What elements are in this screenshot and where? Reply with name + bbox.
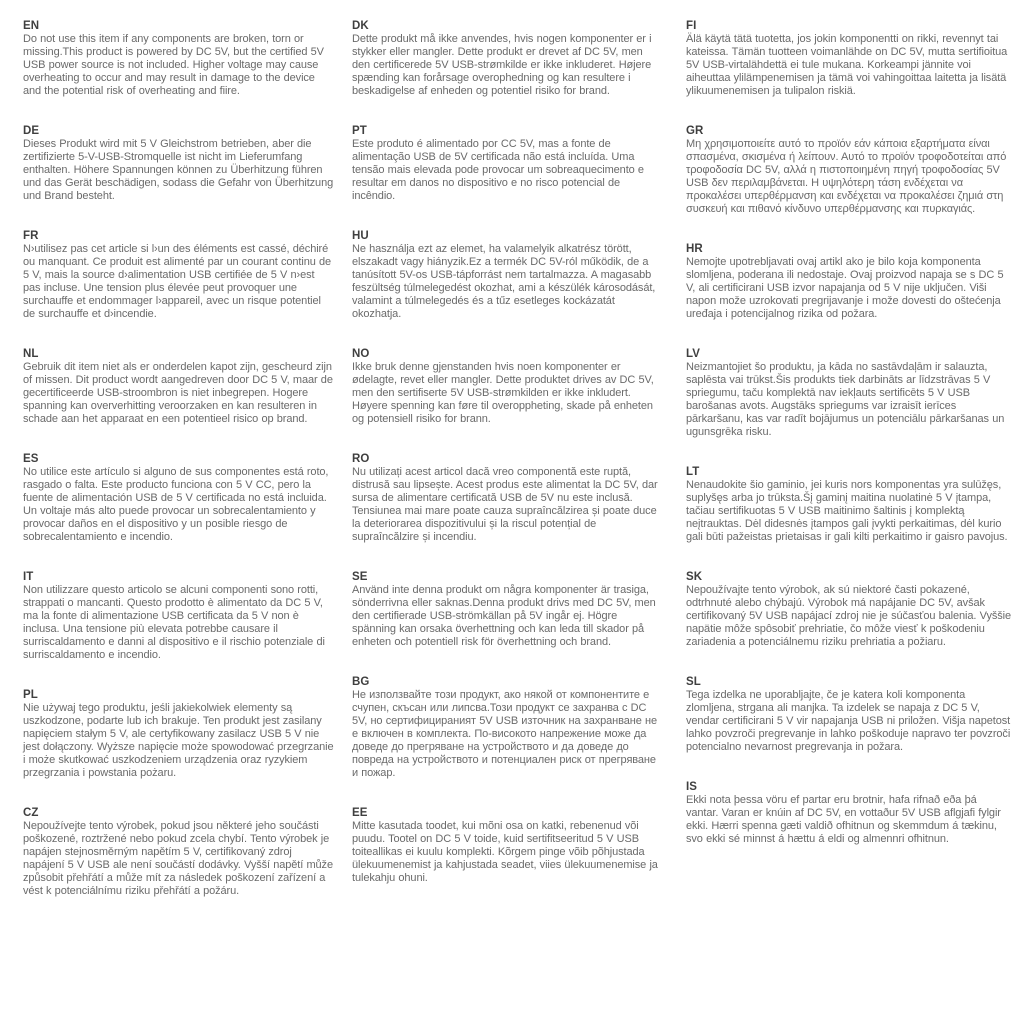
language-text: Este produto é alimentado por CC 5V, mas a fonte de alimentação USB de 5V certificada não está incluída. Uma tensão mais elevada pode provocar um sobreaquecimento e resultar em danos no dispositivo e no risco potencial de incêndio. xyxy=(352,138,644,202)
language-code: NO xyxy=(352,348,370,360)
language-code: ES xyxy=(23,453,39,465)
language-section-lv xyxy=(686,348,1012,439)
language-code: IS xyxy=(686,781,698,793)
language-text: Mitte kasutada toodet, kui mõni osa on katki, rebenenud või puudu. Tootel on DC 5 V toide, kuid sertifitseeritud 5 V USB toiteallikas ei kuulu komplekti. Kõrgem pinge võib põhjustada ülekuumenemist ja kahjustada seadet, viies ülekuumenemise ja tulekahju ohuni. xyxy=(352,820,658,884)
language-section-cz xyxy=(23,807,334,898)
language-section-fi xyxy=(686,20,1012,98)
language-text: Nepoužívajte tento výrobok, ak sú niektoré časti pokazené, odtrhnuté alebo chýbajú. Výrobok má napájanie DC 5V, avšak certifikovaný 5V USB napájací zdroj nie je súčasťou balenia. Vyššie napätie môže spôsobiť prehriatie, čo môže viesť k poškodeniu zariadenia a potenciálnemu riziku prehriatia a požiaru. xyxy=(686,584,1012,648)
language-code: EE xyxy=(352,807,368,819)
language-section-ro xyxy=(352,453,663,544)
column-3 xyxy=(686,20,1012,873)
language-code: SE xyxy=(352,571,368,583)
language-section-bg xyxy=(352,676,663,780)
language-text: Ikke bruk denne gjenstanden hvis noen komponenter er ødelagte, revet eller mangler. Dette produktet drives av DC 5V, men den sertifiserte 5V USB-strømkilden er ikke inkludert. Høyere spenning kan føre til overoppheting, skade på enheten og potensiell risiko for brann. xyxy=(352,361,654,425)
language-code: HU xyxy=(352,230,369,242)
language-text: Använd inte denna produkt om några komponenter är trasiga, sönderrivna eller saknas.Denna produkt drivs med DC 5V, men den certifierade USB-strömkällan på 5V ingår ej. Högre spänning kan orsaka överhettning och kan leda till skador på enheten och potentiell risk för överhettning och brand. xyxy=(352,584,656,648)
language-text: Älä käytä tätä tuotetta, jos jokin komponentti on rikki, revennyt tai kateissa. Tämän tuotteen voimanlähde on DC 5V, mutta sertifioitua 5V USB-virtalähdettä ei tule mukana. Korkeampi jännite voi aiheuttaa ylilämpenemisen ja tämä voi vahingoittaa laitetta ja lisätä ylikuumenemisen ja tulipalon riskiä. xyxy=(686,33,1008,97)
language-section-lt xyxy=(686,466,1012,544)
language-code: LV xyxy=(686,348,701,360)
language-code: SK xyxy=(686,571,703,583)
language-section-pl xyxy=(23,689,334,780)
language-text: Μη χρησιμοποιείτε αυτό το προϊόν εάν κάποια εξαρτήματα είναι σπασμένα, σκισμένα ή λείπουν. Αυτό το προϊόν τροφοδοτείται από τροφοδοσία DC 5V, αλλά η πιστοποιημένη πηγή τροφοδοσίας 5V USB δεν περιλαμβάνεται. Η υψηλότερη τάση ενδέχεται να προκαλέσει υπερθέρμανση και ενδέχεται να προκαλέσει ζημιά στη συσκευή και πιθανό κίνδυνο υπερθέρμανσης και πυρκαγιάς. xyxy=(686,138,1007,215)
column-2 xyxy=(352,20,663,912)
language-section-de xyxy=(23,125,334,203)
language-section-fr xyxy=(23,230,334,321)
language-code: CZ xyxy=(23,807,39,819)
language-text: N›utilisez pas cet article si l›un des éléments est cassé, déchiré ou manquant. Ce produit est alimenté par un courant continu de 5 V, mais la source d›alimentation USB certifiée de 5 V n›est pas incluse. Une tension plus élevée peut provoquer une surchauffe et endommager l›appareil, avec un risque potentiel de surchauffe et d›incendie. xyxy=(23,243,332,320)
language-text: Nie używaj tego produktu, jeśli jakiekolwiek elementy są uszkodzone, podarte lub ich brakuje. Ten produkt jest zasilany napięciem stałym 5 V, ale certyfikowany zasilacz USB 5 V nie jest dołączony. Wyższe napięcie może spowodować przegrzanie i może skutkować uszkodzeniem urządzenia oraz ryzykiem przegrzania i powstania pożaru. xyxy=(23,702,334,779)
language-section-ee xyxy=(352,807,663,885)
language-code: PL xyxy=(23,689,38,701)
language-section-it xyxy=(23,571,334,662)
language-section-is xyxy=(686,781,1012,846)
language-text: Не използвайте този продукт, ако някой от компонентите е счупен, скъсан или липсва.Този продукт се захранва с DC 5V, но сертифицираният 5V USB източник на захранване не е включен в комплекта. По-високото напрежение може да доведе до прегряване на устройството и да доведе до повреда на устройството и потенциален риск от прегряване и пожар. xyxy=(352,689,658,779)
language-text: Nemojte upotrebljavati ovaj artikl ako je bilo koja komponenta slomljena, poderana ili nedostaje. Ovaj proizvod napaja se s DC 5 V, ali certificirani USB izvor napajanja od 5 V nije uključen. Viši napon može uzrokovati pregrijavanje i može dovesti do oštećenja uređaja i potencijalnog rizika od požara. xyxy=(686,256,1004,320)
language-section-sk xyxy=(686,571,1012,649)
language-text: Ekki nota þessa vöru ef partar eru brotnir, hafa rifnað eða þá vantar. Varan er knúin af DC 5V, en vottaður 5V USB aflgjafi fylgir ekki. Hærri spenna gæti valdið ofhitnun og skemmdum á tækinu, svo ekki sé minnst á hættu á eldi og almennri ofhitnun. xyxy=(686,794,1001,845)
language-section-gr xyxy=(686,125,1012,216)
language-text: Gebruik dit item niet als er onderdelen kapot zijn, gescheurd zijn of missen. Dit product wordt aangedreven door DC 5 V, maar de gecertificeerde USB-stroombron is niet inbegrepen. Hogere spanning kan oververhitting veroorzaken en kan resulteren in schade aan het apparaat en een potentieel risico op brand. xyxy=(23,361,333,425)
language-section-sl xyxy=(686,676,1012,754)
language-code: DK xyxy=(352,20,369,32)
language-text: Nenaudokite šio gaminio, jei kuris nors komponentas yra sulūžęs, suplyšęs arba jo trūksta.Šį gaminį maitina nuolatinė 5 V įtampa, tačiau sertifikuotas 5 V USB maitinimo šaltinis į komplektą neįtrauktas. Dėl didesnės įtampos gali įvykti perkaitimas, dėl kurio gali būti pažeistas prietaisas ir gali kilti perkaitimo ir gaisro pavojus. xyxy=(686,479,1008,543)
language-text: Nepoužívejte tento výrobek, pokud jsou některé jeho součásti poškozené, roztržené nebo pokud zcela chybí. Tento výrobek je napájen stejnosměrným napětím 5 V, certifikovaný zdroj napájení 5 V USB ale není součástí dodávky. Vyšší napětí může způsobit přehřátí a může mít za následek poškození zařízení a vést k potenciálnímu riziku přehřátí a požáru. xyxy=(23,820,333,897)
language-text: Neizmantojiet šo produktu, ja kāda no sastāvdaļām ir salauzta, saplēsta vai trūkst.Šis produkts tiek darbināts ar līdzstrāvas 5 V spriegumu, taču komplektā nav iekļauts sertificēts 5 V USB barošanas avots. Augstāks spriegums var izraisīt ierīces pārkaršanu, kas var radīt bojājumus un potenciālu pārkaršanas un ugunsgrēka risku. xyxy=(686,361,1005,438)
language-text: Nu utilizați acest articol dacă vreo componentă este ruptă, distrusă sau lipsește. Acest produs este alimentat la DC 5V, dar sursa de alimentare certificată USB de 5V nu este inclusă. Tensiunea mai mare poate cauza supraîncălzirea și poate duce la deteriorarea dispozitivului și la riscul potențial de supraîncălzire și incendiu. xyxy=(352,466,658,543)
language-section-en xyxy=(23,20,334,98)
language-section-dk xyxy=(352,20,663,98)
language-text: Do not use this item if any components are broken, torn or missing.This product is powered by DC 5V, but the certified 5V USB power source is not included. Higher voltage may cause overheating to occur and may result in damage to the device and the potential risk of overheating and fiire. xyxy=(23,33,324,97)
language-code: IT xyxy=(23,571,34,583)
language-section-hu xyxy=(352,230,663,321)
language-text: Dieses Produkt wird mit 5 V Gleichstrom betrieben, aber die zertifizierte 5-V-USB-Stromquelle ist nicht im Lieferumfang enthalten. Höhere Spannungen können zu Überhitzung führen und das Gerät beschädigen, sodass die Gefahr von Überhitzung und Brand besteht. xyxy=(23,138,334,202)
language-code: HR xyxy=(686,243,703,255)
language-text: Tega izdelka ne uporabljajte, če je katera koli komponenta zlomljena, strgana ali manjka. Ta izdelek se napaja z DC 5 V, vendar certificirani 5 V vir napajanja USB ni priložen. Višja napetost lahko povzroči pregrevanje in lahko poškoduje napravo ter povzroči potencialno nevarnost pregrevanja in požara. xyxy=(686,689,1011,753)
column-1 xyxy=(23,20,334,925)
language-code: FR xyxy=(23,230,39,242)
language-text: Non utilizzare questo articolo se alcuni componenti sono rotti, strappati o mancanti. Questo prodotto è alimentato da DC 5 V, ma la fonte di alimentazione USB certificata da 5 V non è inclusa. Una tensione più elevata potrebbe causare il surriscaldamento e danni al dispositivo e il rischio potenziale di surriscaldamento e incendio. xyxy=(23,584,325,661)
language-section-no xyxy=(352,348,663,426)
language-text: Dette produkt må ikke anvendes, hvis nogen komponenter er i stykker eller mangler. Dette produkt er drevet af DC 5V, men den certificerede 5V USB-strømkilde er ikke inkluderet. Højere spænding kan forårsage overophedning og kan resultere i beskadigelse af enheden og potentiel risiko for brand. xyxy=(352,33,652,97)
language-section-pt xyxy=(352,125,663,203)
language-code: SL xyxy=(686,676,701,688)
language-section-se xyxy=(352,571,663,649)
language-code: DE xyxy=(23,125,40,137)
language-section-es xyxy=(23,453,334,544)
language-code: LT xyxy=(686,466,700,478)
language-code: RO xyxy=(352,453,370,465)
language-code: EN xyxy=(23,20,40,32)
language-code: FI xyxy=(686,20,697,32)
language-code: BG xyxy=(352,676,370,688)
language-text: No utilice este artículo si alguno de sus componentes está roto, rasgado o falta. Este producto funciona con 5 V CC, pero la fuente de alimentación USB de 5 V certificada no está incluida. Un voltaje más alto puede provocar un sobrecalentamiento y provocar daños en el dispositivo y un posible riesgo de sobrecalentamiento e incendio. xyxy=(23,466,329,543)
language-code: NL xyxy=(23,348,39,360)
language-code: PT xyxy=(352,125,367,137)
language-text: Ne használja ezt az elemet, ha valamelyik alkatrész törött, elszakadt vagy hiányzik.Ez a termék DC 5V-ról működik, de a tanúsított 5V-os USB-tápforrást nem tartalmazza. A magasabb feszültség túlmelegedést okozhat, ami a készülék károsodását, valamint a túlmelegedés és a tűz esetleges kockázatát okozhatja. xyxy=(352,243,656,320)
language-code: GR xyxy=(686,125,704,137)
language-section-nl xyxy=(23,348,334,426)
language-section-hr xyxy=(686,243,1012,321)
